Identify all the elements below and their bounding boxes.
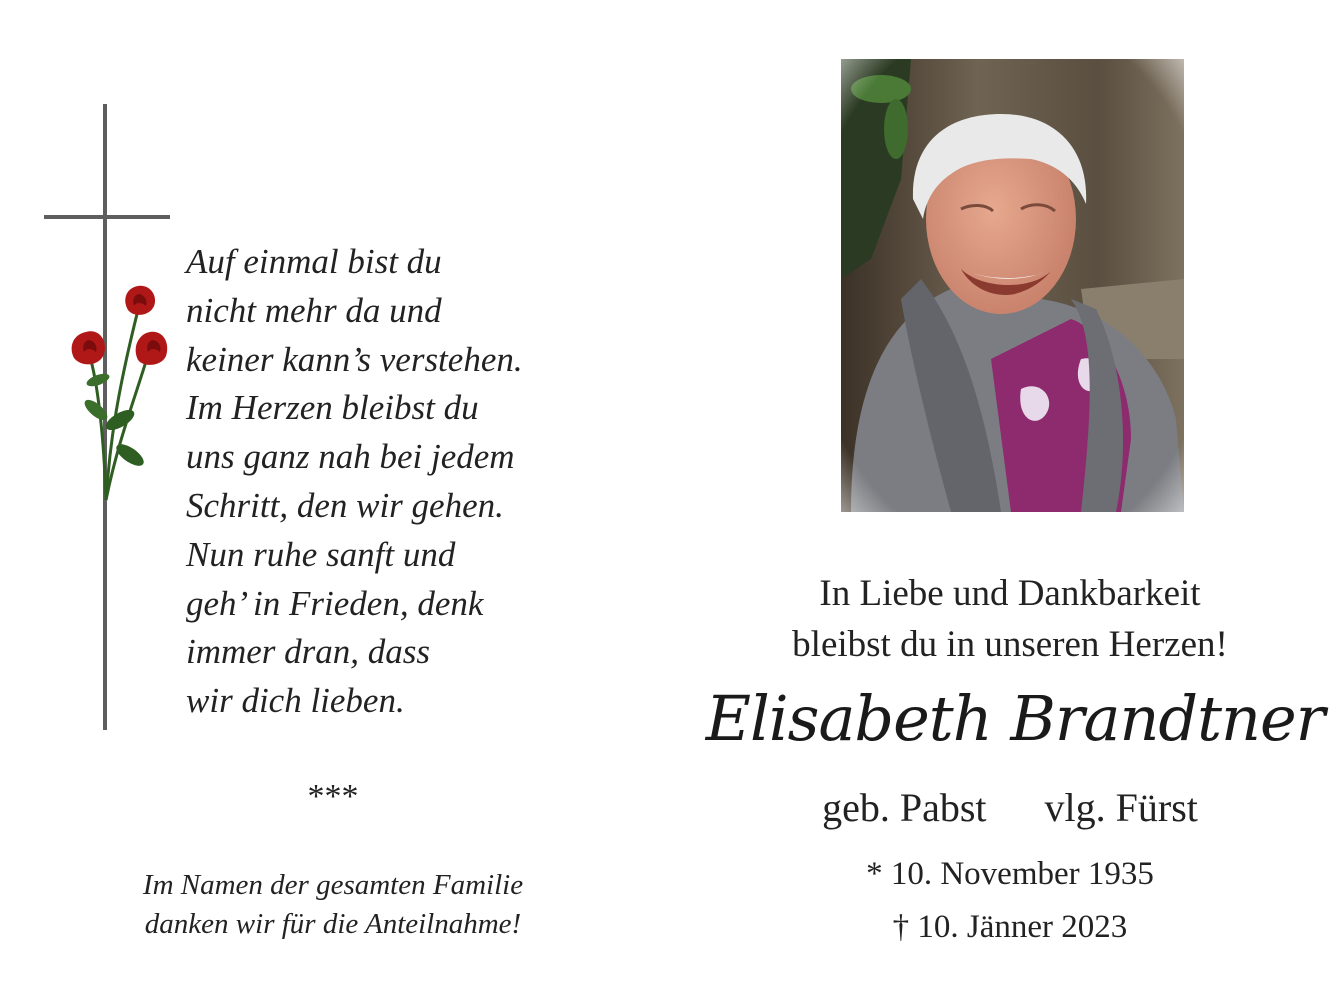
deceased-name: Elisabeth Brandtner — [705, 682, 1325, 755]
house-name: vlg. Fürst — [1044, 785, 1198, 830]
birth-date: * 10. November 1935 — [866, 856, 1154, 892]
poem-line: immer dran, dass — [186, 632, 431, 672]
cross-horizontal-beam — [44, 215, 170, 219]
poem-line: Nun ruhe sanft und — [186, 534, 456, 574]
poem-line: nicht mehr da und — [186, 290, 442, 330]
poem-line: keiner kann’s verstehen. — [186, 339, 523, 379]
separator-stars: *** — [307, 778, 359, 815]
portrait-photo — [841, 59, 1184, 512]
poem-line: Schritt, den wir gehen. — [186, 485, 504, 525]
poem — [186, 238, 606, 726]
thanks-line-1: Im Namen der gesamten Familie — [142, 869, 524, 901]
maiden-name: geb. Pabst — [822, 785, 987, 830]
tribute-line-2: bleibst du in unseren Herzen! — [792, 624, 1228, 665]
death-date: † 10. Jänner 2023 — [892, 909, 1128, 945]
poem-line: wir dich lieben. — [186, 681, 405, 721]
poem-line: uns ganz nah bei jedem — [186, 437, 515, 477]
tribute-text — [680, 568, 1333, 670]
red-roses-image — [58, 270, 178, 530]
thanks-line-2: danken wir für die Anteilnahme! — [144, 908, 522, 940]
poem-line: Auf einmal bist du — [186, 242, 442, 281]
name-aliases — [680, 784, 1333, 831]
tribute-line-1: In Liebe und Dankbarkeit — [819, 573, 1201, 614]
poem-line: Im Herzen bleibst du — [186, 388, 479, 428]
poem-line: geh’ in Frieden, denk — [186, 583, 484, 623]
family-thanks — [83, 866, 583, 944]
